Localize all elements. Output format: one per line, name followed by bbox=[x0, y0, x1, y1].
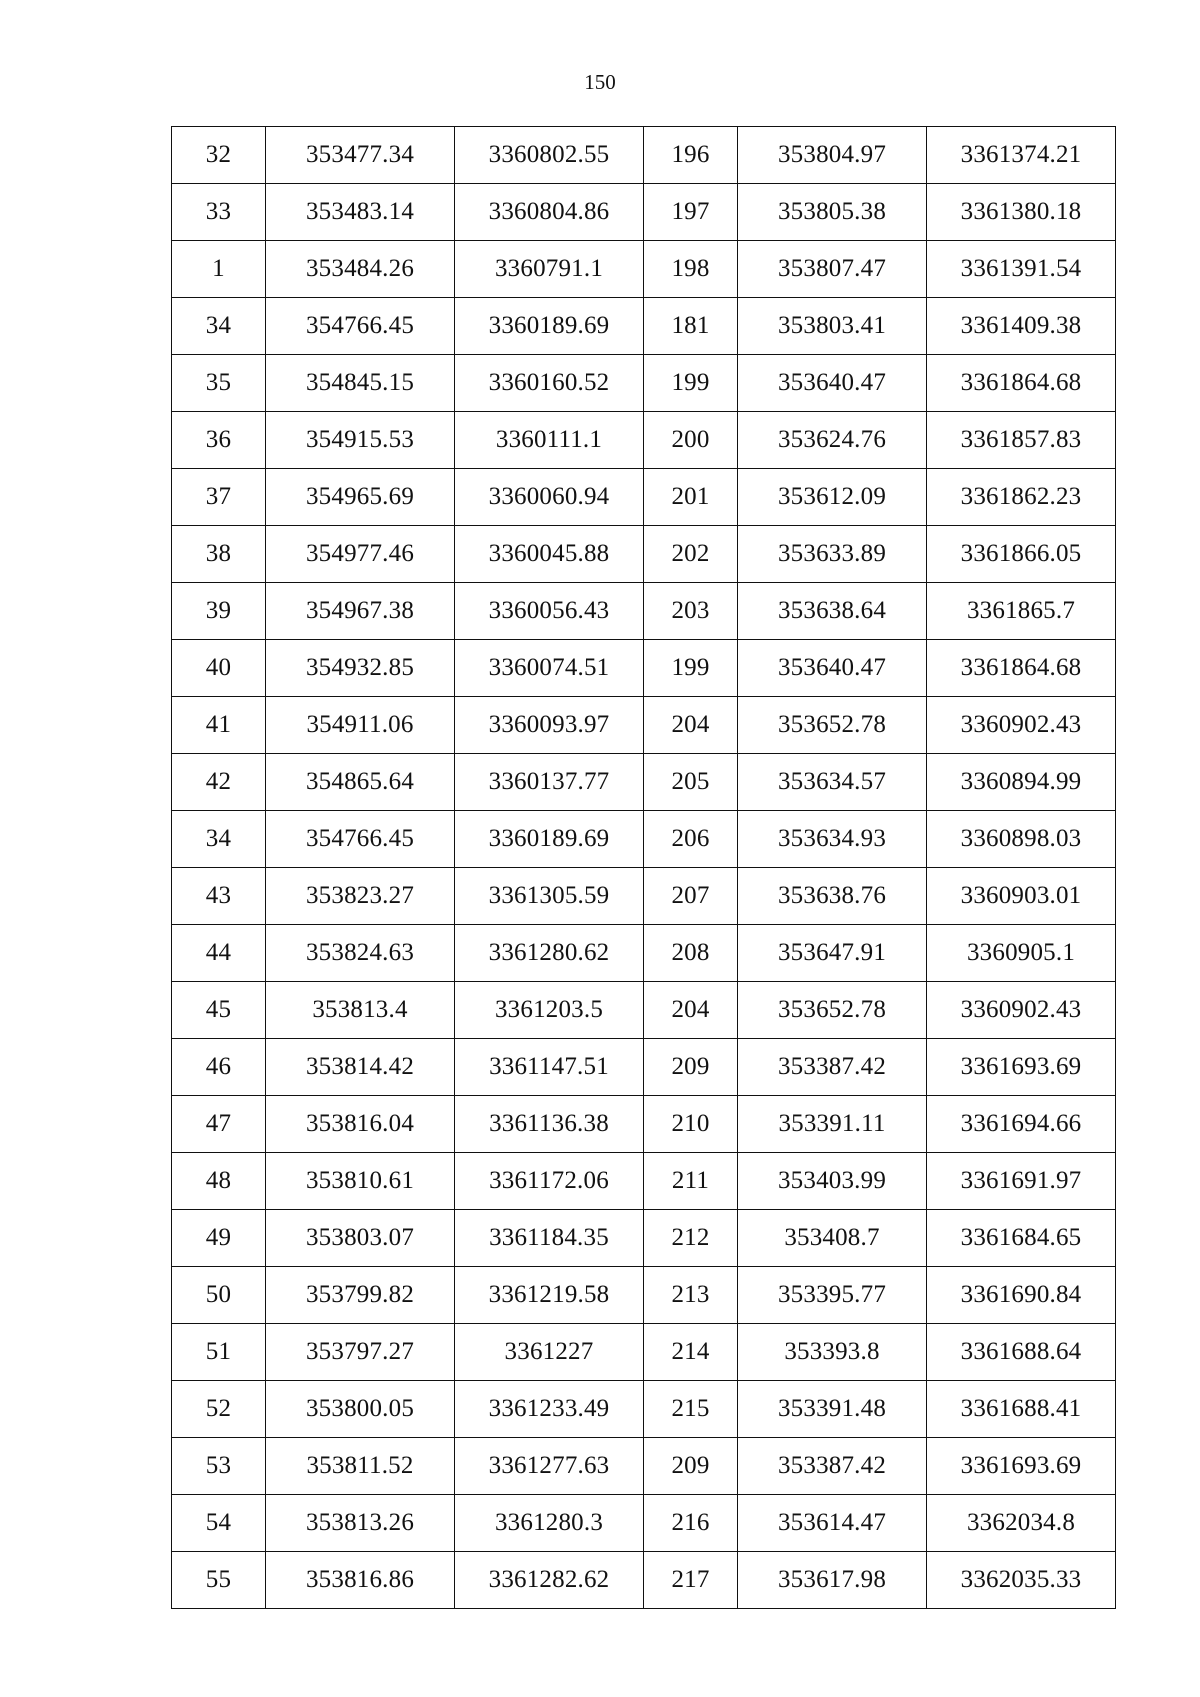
table-row bbox=[172, 1324, 1116, 1381]
point-id-right-cell: 201 bbox=[644, 469, 738, 526]
point-id-left-cell: 37 bbox=[172, 469, 266, 526]
point-id-left-cell: 45 bbox=[172, 982, 266, 1039]
table-row bbox=[172, 1210, 1116, 1267]
x-coordinate-right-cell: 353393.8 bbox=[738, 1324, 927, 1381]
point-id-right-cell: 206 bbox=[644, 811, 738, 868]
point-id-left-cell: 52 bbox=[172, 1381, 266, 1438]
point-id-right-cell: 181 bbox=[644, 298, 738, 355]
table-row bbox=[172, 241, 1116, 298]
x-coordinate-right-cell: 353408.7 bbox=[738, 1210, 927, 1267]
x-coordinate-left-cell: 354965.69 bbox=[266, 469, 455, 526]
x-coordinate-left-cell: 353811.52 bbox=[266, 1438, 455, 1495]
y-coordinate-left-cell: 3361172.06 bbox=[455, 1153, 644, 1210]
y-coordinate-right-cell: 3360902.43 bbox=[927, 697, 1116, 754]
x-coordinate-right-cell: 353807.47 bbox=[738, 241, 927, 298]
table-row bbox=[172, 184, 1116, 241]
x-coordinate-left-cell: 354766.45 bbox=[266, 298, 455, 355]
x-coordinate-right-cell: 353612.09 bbox=[738, 469, 927, 526]
point-id-right-cell: 214 bbox=[644, 1324, 738, 1381]
y-coordinate-left-cell: 3361280.62 bbox=[455, 925, 644, 982]
point-id-left-cell: 32 bbox=[172, 127, 266, 184]
table-row bbox=[172, 640, 1116, 697]
x-coordinate-right-cell: 353652.78 bbox=[738, 982, 927, 1039]
y-coordinate-left-cell: 3360160.52 bbox=[455, 355, 644, 412]
point-id-left-cell: 34 bbox=[172, 298, 266, 355]
y-coordinate-right-cell: 3362035.33 bbox=[927, 1552, 1116, 1609]
y-coordinate-left-cell: 3360137.77 bbox=[455, 754, 644, 811]
point-id-left-cell: 47 bbox=[172, 1096, 266, 1153]
x-coordinate-left-cell: 353797.27 bbox=[266, 1324, 455, 1381]
y-coordinate-left-cell: 3360111.1 bbox=[455, 412, 644, 469]
y-coordinate-right-cell: 3360902.43 bbox=[927, 982, 1116, 1039]
y-coordinate-right-cell: 3361864.68 bbox=[927, 640, 1116, 697]
x-coordinate-left-cell: 354977.46 bbox=[266, 526, 455, 583]
point-id-right-cell: 209 bbox=[644, 1438, 738, 1495]
point-id-right-cell: 212 bbox=[644, 1210, 738, 1267]
y-coordinate-right-cell: 3361380.18 bbox=[927, 184, 1116, 241]
point-id-left-cell: 42 bbox=[172, 754, 266, 811]
y-coordinate-right-cell: 3361862.23 bbox=[927, 469, 1116, 526]
table-row bbox=[172, 355, 1116, 412]
point-id-right-cell: 215 bbox=[644, 1381, 738, 1438]
y-coordinate-right-cell: 3361374.21 bbox=[927, 127, 1116, 184]
x-coordinate-right-cell: 353387.42 bbox=[738, 1438, 927, 1495]
x-coordinate-right-cell: 353634.57 bbox=[738, 754, 927, 811]
table-row bbox=[172, 868, 1116, 925]
table-row bbox=[172, 298, 1116, 355]
y-coordinate-left-cell: 3361277.63 bbox=[455, 1438, 644, 1495]
y-coordinate-right-cell: 3361865.7 bbox=[927, 583, 1116, 640]
point-id-right-cell: 209 bbox=[644, 1039, 738, 1096]
y-coordinate-left-cell: 3360056.43 bbox=[455, 583, 644, 640]
x-coordinate-left-cell: 354865.64 bbox=[266, 754, 455, 811]
point-id-right-cell: 208 bbox=[644, 925, 738, 982]
point-id-right-cell: 200 bbox=[644, 412, 738, 469]
y-coordinate-right-cell: 3361690.84 bbox=[927, 1267, 1116, 1324]
point-id-left-cell: 55 bbox=[172, 1552, 266, 1609]
page-number: 150 bbox=[584, 70, 616, 94]
point-id-right-cell: 199 bbox=[644, 355, 738, 412]
point-id-left-cell: 40 bbox=[172, 640, 266, 697]
y-coordinate-left-cell: 3361282.62 bbox=[455, 1552, 644, 1609]
point-id-right-cell: 210 bbox=[644, 1096, 738, 1153]
x-coordinate-left-cell: 353814.42 bbox=[266, 1039, 455, 1096]
y-coordinate-right-cell: 3360905.1 bbox=[927, 925, 1116, 982]
x-coordinate-right-cell: 353803.41 bbox=[738, 298, 927, 355]
y-coordinate-right-cell: 3360894.99 bbox=[927, 754, 1116, 811]
y-coordinate-right-cell: 3361694.66 bbox=[927, 1096, 1116, 1153]
point-id-right-cell: 204 bbox=[644, 982, 738, 1039]
x-coordinate-right-cell: 353387.42 bbox=[738, 1039, 927, 1096]
table-row bbox=[172, 412, 1116, 469]
point-id-left-cell: 38 bbox=[172, 526, 266, 583]
x-coordinate-left-cell: 353484.26 bbox=[266, 241, 455, 298]
x-coordinate-right-cell: 353640.47 bbox=[738, 355, 927, 412]
x-coordinate-right-cell: 353403.99 bbox=[738, 1153, 927, 1210]
table-row bbox=[172, 1267, 1116, 1324]
point-id-left-cell: 50 bbox=[172, 1267, 266, 1324]
y-coordinate-right-cell: 3361409.38 bbox=[927, 298, 1116, 355]
x-coordinate-right-cell: 353395.77 bbox=[738, 1267, 927, 1324]
x-coordinate-right-cell: 353638.64 bbox=[738, 583, 927, 640]
x-coordinate-right-cell: 353391.11 bbox=[738, 1096, 927, 1153]
point-id-left-cell: 49 bbox=[172, 1210, 266, 1267]
x-coordinate-left-cell: 353800.05 bbox=[266, 1381, 455, 1438]
table-row bbox=[172, 1438, 1116, 1495]
y-coordinate-left-cell: 3361203.5 bbox=[455, 982, 644, 1039]
x-coordinate-right-cell: 353647.91 bbox=[738, 925, 927, 982]
point-id-left-cell: 44 bbox=[172, 925, 266, 982]
x-coordinate-right-cell: 353634.93 bbox=[738, 811, 927, 868]
x-coordinate-left-cell: 354845.15 bbox=[266, 355, 455, 412]
y-coordinate-right-cell: 3361391.54 bbox=[927, 241, 1116, 298]
point-id-left-cell: 48 bbox=[172, 1153, 266, 1210]
point-id-left-cell: 53 bbox=[172, 1438, 266, 1495]
y-coordinate-right-cell: 3361688.64 bbox=[927, 1324, 1116, 1381]
x-coordinate-left-cell: 353816.86 bbox=[266, 1552, 455, 1609]
table-row bbox=[172, 697, 1116, 754]
table-row bbox=[172, 1039, 1116, 1096]
y-coordinate-left-cell: 3360074.51 bbox=[455, 640, 644, 697]
table-row bbox=[172, 127, 1116, 184]
y-coordinate-right-cell: 3362034.8 bbox=[927, 1495, 1116, 1552]
x-coordinate-left-cell: 354967.38 bbox=[266, 583, 455, 640]
y-coordinate-left-cell: 3361227 bbox=[455, 1324, 644, 1381]
point-id-right-cell: 198 bbox=[644, 241, 738, 298]
table-row bbox=[172, 1153, 1116, 1210]
y-coordinate-right-cell: 3361688.41 bbox=[927, 1381, 1116, 1438]
table-row bbox=[172, 1495, 1116, 1552]
y-coordinate-left-cell: 3360802.55 bbox=[455, 127, 644, 184]
y-coordinate-right-cell: 3361693.69 bbox=[927, 1438, 1116, 1495]
x-coordinate-left-cell: 354915.53 bbox=[266, 412, 455, 469]
point-id-right-cell: 211 bbox=[644, 1153, 738, 1210]
x-coordinate-right-cell: 353614.47 bbox=[738, 1495, 927, 1552]
point-id-left-cell: 33 bbox=[172, 184, 266, 241]
table-row bbox=[172, 811, 1116, 868]
x-coordinate-left-cell: 354932.85 bbox=[266, 640, 455, 697]
point-id-right-cell: 216 bbox=[644, 1495, 738, 1552]
table-row bbox=[172, 1096, 1116, 1153]
table-row bbox=[172, 754, 1116, 811]
y-coordinate-right-cell: 3361684.65 bbox=[927, 1210, 1116, 1267]
x-coordinate-right-cell: 353804.97 bbox=[738, 127, 927, 184]
table-row bbox=[172, 469, 1116, 526]
x-coordinate-right-cell: 353805.38 bbox=[738, 184, 927, 241]
x-coordinate-left-cell: 353813.4 bbox=[266, 982, 455, 1039]
table-row bbox=[172, 1552, 1116, 1609]
y-coordinate-right-cell: 3360898.03 bbox=[927, 811, 1116, 868]
y-coordinate-left-cell: 3360804.86 bbox=[455, 184, 644, 241]
y-coordinate-left-cell: 3361136.38 bbox=[455, 1096, 644, 1153]
x-coordinate-left-cell: 354911.06 bbox=[266, 697, 455, 754]
point-id-right-cell: 203 bbox=[644, 583, 738, 640]
table-row bbox=[172, 925, 1116, 982]
y-coordinate-left-cell: 3360093.97 bbox=[455, 697, 644, 754]
point-id-left-cell: 54 bbox=[172, 1495, 266, 1552]
point-id-left-cell: 36 bbox=[172, 412, 266, 469]
coordinate-table bbox=[171, 126, 1116, 1609]
point-id-right-cell: 205 bbox=[644, 754, 738, 811]
point-id-right-cell: 202 bbox=[644, 526, 738, 583]
y-coordinate-left-cell: 3360189.69 bbox=[455, 811, 644, 868]
y-coordinate-left-cell: 3361305.59 bbox=[455, 868, 644, 925]
point-id-left-cell: 1 bbox=[172, 241, 266, 298]
table-row bbox=[172, 583, 1116, 640]
x-coordinate-left-cell: 354766.45 bbox=[266, 811, 455, 868]
point-id-left-cell: 35 bbox=[172, 355, 266, 412]
x-coordinate-right-cell: 353391.48 bbox=[738, 1381, 927, 1438]
x-coordinate-left-cell: 353799.82 bbox=[266, 1267, 455, 1324]
table-row bbox=[172, 1381, 1116, 1438]
y-coordinate-right-cell: 3360903.01 bbox=[927, 868, 1116, 925]
x-coordinate-left-cell: 353824.63 bbox=[266, 925, 455, 982]
point-id-right-cell: 217 bbox=[644, 1552, 738, 1609]
point-id-left-cell: 46 bbox=[172, 1039, 266, 1096]
y-coordinate-left-cell: 3361219.58 bbox=[455, 1267, 644, 1324]
y-coordinate-left-cell: 3361280.3 bbox=[455, 1495, 644, 1552]
y-coordinate-right-cell: 3361693.69 bbox=[927, 1039, 1116, 1096]
y-coordinate-left-cell: 3361184.35 bbox=[455, 1210, 644, 1267]
y-coordinate-right-cell: 3361857.83 bbox=[927, 412, 1116, 469]
y-coordinate-left-cell: 3360060.94 bbox=[455, 469, 644, 526]
x-coordinate-right-cell: 353638.76 bbox=[738, 868, 927, 925]
y-coordinate-left-cell: 3360189.69 bbox=[455, 298, 644, 355]
x-coordinate-right-cell: 353640.47 bbox=[738, 640, 927, 697]
x-coordinate-left-cell: 353483.14 bbox=[266, 184, 455, 241]
coordinate-table-body bbox=[172, 127, 1116, 1609]
y-coordinate-left-cell: 3361233.49 bbox=[455, 1381, 644, 1438]
x-coordinate-right-cell: 353652.78 bbox=[738, 697, 927, 754]
point-id-right-cell: 199 bbox=[644, 640, 738, 697]
point-id-left-cell: 34 bbox=[172, 811, 266, 868]
point-id-left-cell: 43 bbox=[172, 868, 266, 925]
y-coordinate-left-cell: 3361147.51 bbox=[455, 1039, 644, 1096]
x-coordinate-left-cell: 353803.07 bbox=[266, 1210, 455, 1267]
x-coordinate-left-cell: 353813.26 bbox=[266, 1495, 455, 1552]
point-id-right-cell: 213 bbox=[644, 1267, 738, 1324]
y-coordinate-right-cell: 3361864.68 bbox=[927, 355, 1116, 412]
x-coordinate-left-cell: 353477.34 bbox=[266, 127, 455, 184]
point-id-left-cell: 39 bbox=[172, 583, 266, 640]
point-id-right-cell: 207 bbox=[644, 868, 738, 925]
point-id-left-cell: 51 bbox=[172, 1324, 266, 1381]
point-id-left-cell: 41 bbox=[172, 697, 266, 754]
x-coordinate-left-cell: 353810.61 bbox=[266, 1153, 455, 1210]
x-coordinate-right-cell: 353624.76 bbox=[738, 412, 927, 469]
y-coordinate-left-cell: 3360791.1 bbox=[455, 241, 644, 298]
y-coordinate-left-cell: 3360045.88 bbox=[455, 526, 644, 583]
table-row bbox=[172, 982, 1116, 1039]
point-id-right-cell: 204 bbox=[644, 697, 738, 754]
x-coordinate-right-cell: 353633.89 bbox=[738, 526, 927, 583]
point-id-right-cell: 197 bbox=[644, 184, 738, 241]
x-coordinate-left-cell: 353816.04 bbox=[266, 1096, 455, 1153]
y-coordinate-right-cell: 3361866.05 bbox=[927, 526, 1116, 583]
x-coordinate-right-cell: 353617.98 bbox=[738, 1552, 927, 1609]
x-coordinate-left-cell: 353823.27 bbox=[266, 868, 455, 925]
table-row bbox=[172, 526, 1116, 583]
y-coordinate-right-cell: 3361691.97 bbox=[927, 1153, 1116, 1210]
point-id-right-cell: 196 bbox=[644, 127, 738, 184]
